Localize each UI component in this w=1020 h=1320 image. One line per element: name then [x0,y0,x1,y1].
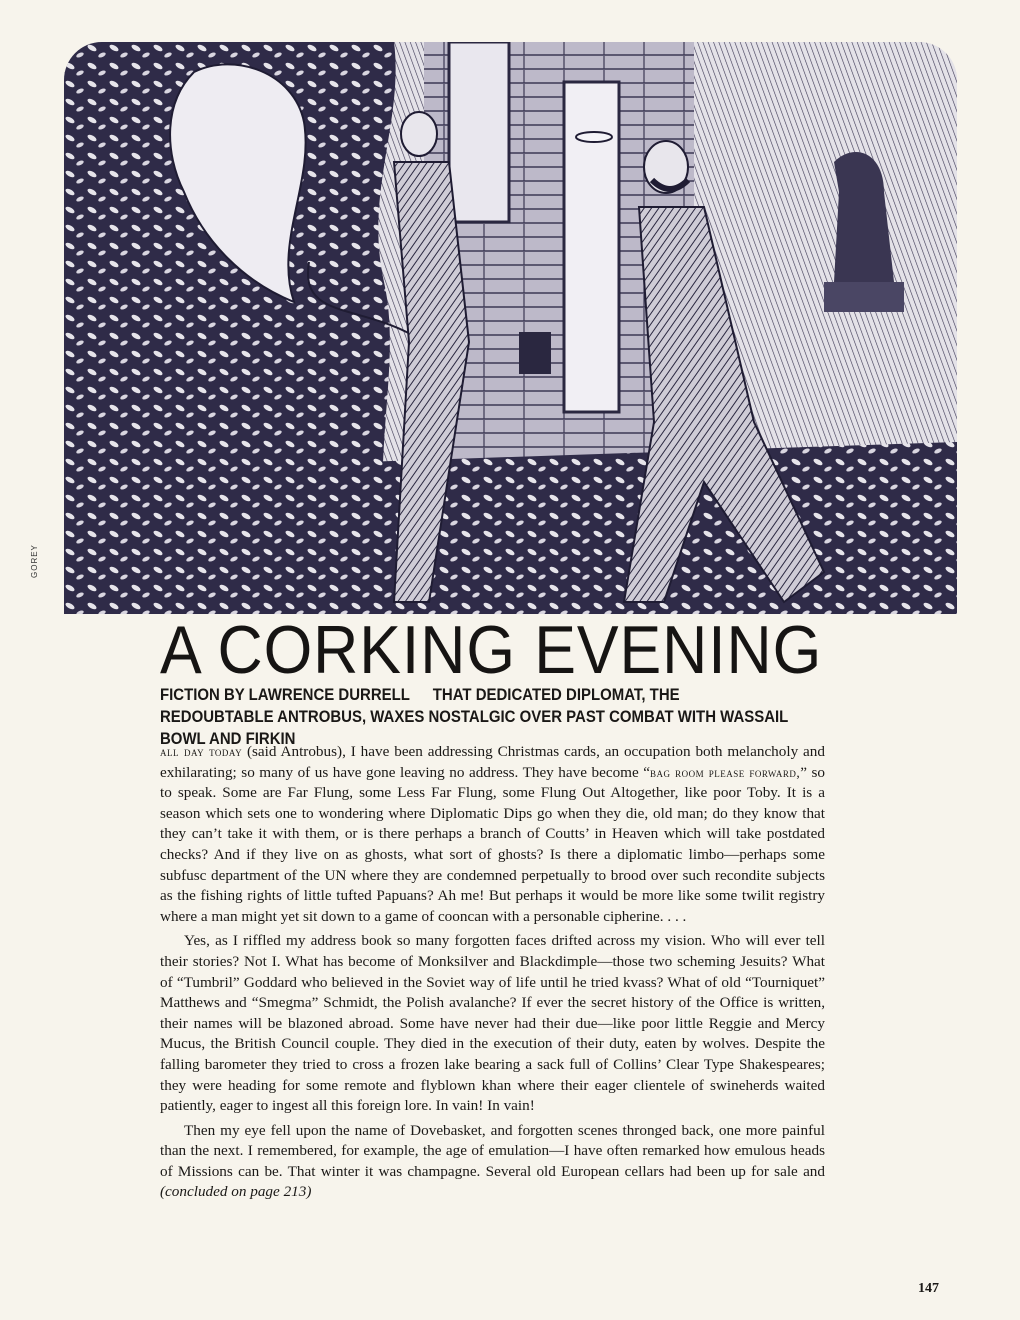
paragraph-1 [160,742,825,927]
article-title: A CORKING EVENING [160,612,823,688]
deck-summary: THAT DEDICATED DIPLOMAT, THE REDOUBTABLE ANTROBUS, WAXES NOSTALGIC OVER PAST COMBAT WITH WASSAIL BOWL AND FIRKIN [160,685,789,748]
illustrator-credit: GOREY [30,544,39,578]
article-body [160,742,825,1207]
story-illustration [64,42,957,614]
continuation-note: (concluded on page 213) [160,1183,312,1201]
paragraph-3 [160,1121,825,1203]
engraved-illustration-image [64,42,957,614]
paragraph-3-text: Then my eye fell upon the name of Dovebasket, and forgotten scenes thronged back, one more painful than the next. I remembered, for example, the age of emulation—I have often remarked how emulous heads of Missions can be. That winter it was champagne. Several old European cellars had been up for sale and [160,1121,825,1180]
paragraph-2: Yes, as I riffled my address book so many forgotten faces drifted across my vision. Who will ever tell their stories? Not I. What has become of Monksilver and Blackdimple—those two scheming Jesuits? What of “Tumbril” Goddard who believed in the Soviet way of life until he tried kvass? What of old “Tourniquet” Matthews and “Smegma” Schmidt, the Polish avalanche? If ever the secret history of the Office is written, their names will be blazoned abroad. Some have never had their due—like poor little Reggie and Mercy Mucus, the British Council couple. They died in the execution of their duty, eaten by wolves. Despite the falling barometer they tried to cross a frozen lake bearing a sack full of Collins’ Clear Type Shakespeares; they were heading for some remote and flyblown khan where their eager clientele of swineherds waited patiently, eager to ingest all this foreign lore. In vain! In vain! [160,932,825,1115]
page-number: 147 [918,1281,939,1296]
paragraph-1-text-a: (said Antrobus), I have been addressing Christmas cards, an occupation both melancholy and exhilarating; so many of us have gone leaving no address. They have become “ [160,743,825,781]
small-caps-phrase: bag room please forward, [650,764,801,780]
byline: FICTION BY LAWRENCE DURRELL [160,685,410,704]
article-deck [160,684,794,750]
paragraph-1-text-b: ” so to speak. Some are Far Flung, some Less Far Flung, some Flung Out Altogether, like poor Toby. It is a season which sets one to wondering where Diplomatic Dips go when they die, old man; do they know that they can’t take it with them, or is there perhaps a branch of Coutts’ in Heaven which will take postdated checks? And if they live on as ghosts, what sort of ghosts? Is there a diplomatic limbo—perhaps some subfusc department of the UN where they are condemned perpetually to brood over such recondite subjects as the fishing rights of little tufted Papuans? Ah me! But perhaps it would be more like some twilit registry where a man might yet sit down to a game of cooncan with a personable cipherine. . . . [160,763,825,925]
lead-in: all day today [160,744,243,759]
